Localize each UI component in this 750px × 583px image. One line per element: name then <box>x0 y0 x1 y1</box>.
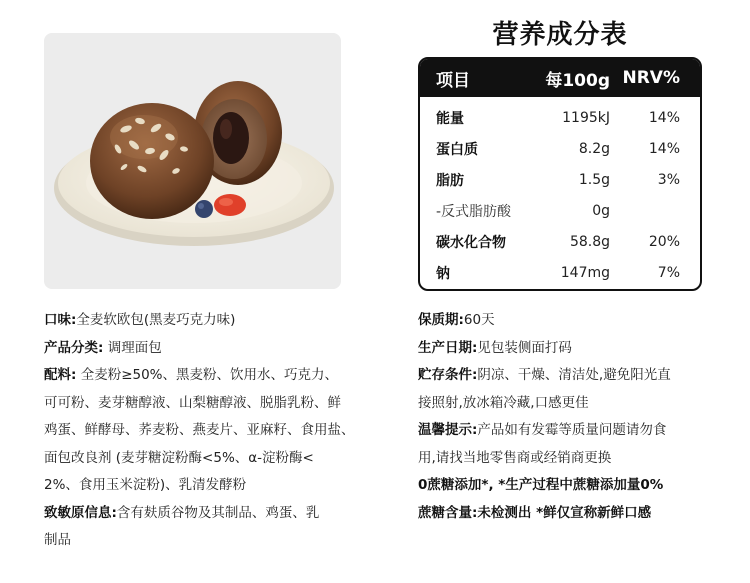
nutrition-title: 营养成分表 <box>492 20 628 50</box>
nutrient-nrv: 20% <box>648 233 680 250</box>
storage-line <box>418 362 718 390</box>
nutrient-nrv: 3% <box>657 171 680 188</box>
nutrient-value: 0g <box>592 202 610 219</box>
production-date-label: 生产日期: <box>418 339 478 356</box>
notice-text: 产品如有发霉等质量问题请勿食 <box>477 422 667 438</box>
table-row <box>420 164 700 195</box>
nutrient-value: 1195kJ <box>562 109 610 126</box>
allergen-line: 制品 <box>44 532 71 548</box>
nutrient-nrv: 14% <box>648 109 680 126</box>
storage-label: 贮存条件: <box>418 367 478 383</box>
nutrient-value: 1.5g <box>578 171 610 188</box>
category-label: 产品分类: <box>44 339 104 356</box>
allergen-line <box>44 500 356 528</box>
ingredients-label: 配料: <box>44 367 77 383</box>
nutrient-nrv: 14% <box>648 140 680 157</box>
nutrition-table <box>418 57 702 291</box>
category-line <box>44 335 356 363</box>
header-nrv: NRV% <box>622 68 680 88</box>
nutrient-name: 蛋白质 <box>436 141 478 158</box>
production-date-value: 见包装侧面打码 <box>477 339 572 356</box>
shelf-life-value: 60天 <box>463 312 495 328</box>
shelf-life-label: 保质期: <box>418 312 464 328</box>
bread-illustration <box>44 33 341 289</box>
nutrient-name: 能量 <box>436 110 464 127</box>
nutrient-name: -反式脂肪酸 <box>436 203 512 220</box>
table-row <box>420 133 700 164</box>
notice-line <box>418 417 718 445</box>
nutrient-value: 58.8g <box>569 233 610 250</box>
ingredients-line: 鸡蛋、鲜酵母、荞麦粉、燕麦片、亚麻籽、食用盐、 <box>44 422 355 438</box>
nutrient-nrv: 7% <box>657 264 680 281</box>
blueberry <box>195 200 213 218</box>
ingredients-text: 全麦粉≥50%、黑麦粉、饮用水、巧克力、 <box>76 367 339 383</box>
product-info-right <box>418 307 718 527</box>
ingredients-line: 面包改良剂 (麦芽糖淀粉酶<5%、α-淀粉酶< <box>44 449 314 466</box>
allergen-text: 含有麸质谷物及其制品、鸡蛋、乳 <box>116 504 320 521</box>
storage-line: 接照射,放冰箱冷藏,口感更佳 <box>418 394 589 411</box>
nutrient-name: 脂肪 <box>436 172 464 189</box>
sugar-content: 蔗糖含量:未检测出 *鲜仅宣称新鲜口感 <box>418 504 652 521</box>
table-row <box>420 226 700 257</box>
header-per100g: 每100g <box>545 70 610 91</box>
notice-line: 用,请找当地零售商或经销商更换 <box>418 449 612 466</box>
notice-label: 温馨提示: <box>418 422 478 438</box>
chocolate-filling <box>213 112 249 164</box>
flavor-line <box>44 307 356 335</box>
storage-text: 阴凉、干燥、清洁处,避免阳光直 <box>477 367 671 383</box>
table-row <box>420 257 700 288</box>
nutrition-table-header <box>420 59 700 97</box>
production-date-line <box>418 335 718 363</box>
table-row <box>420 102 700 133</box>
header-item: 项目 <box>436 70 470 91</box>
allergen-label: 致敏原信息: <box>44 504 117 521</box>
sugar-claim: 0蔗糖添加*, *生产过程中蔗糖添加量0% <box>418 477 664 493</box>
shelf-life-line <box>418 307 718 335</box>
ingredients-line <box>44 362 356 390</box>
nutrient-value: 8.2g <box>578 140 610 157</box>
flavor-label: 口味: <box>44 312 77 328</box>
nutrient-name: 钠 <box>436 265 450 282</box>
nutrient-name: 碳水化合物 <box>436 234 506 251</box>
category-value: 调理面包 <box>103 339 162 356</box>
ingredients-line: 可可粉、麦芽糖醇液、山梨糖醇液、脱脂乳粉、鲜 <box>44 394 341 411</box>
nutrient-value: 147mg <box>560 264 610 281</box>
ingredients-line: 2%、食用玉米淀粉)、乳清发酵粉 <box>44 477 247 493</box>
flavor-value: 全麦软欧包(黑麦巧克力味) <box>76 312 236 328</box>
product-photo <box>44 33 341 289</box>
product-info-left <box>44 307 356 555</box>
table-row <box>420 195 700 226</box>
